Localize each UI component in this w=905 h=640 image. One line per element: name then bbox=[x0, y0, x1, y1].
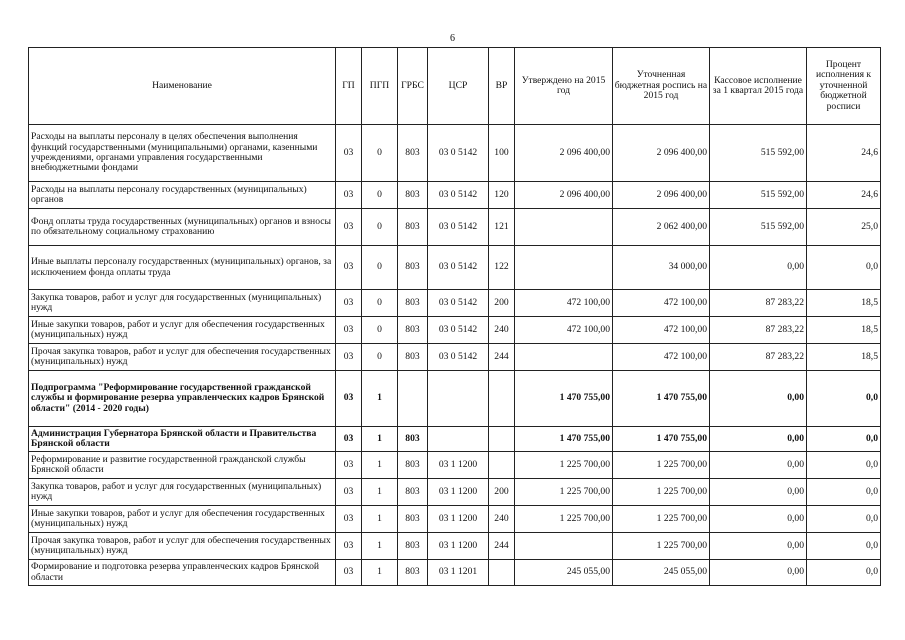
col-header-grbs: ГРБС bbox=[398, 48, 428, 125]
cell-approved: 1 470 755,00 bbox=[515, 371, 613, 427]
cell-refined: 472 100,00 bbox=[613, 344, 710, 371]
cell-csr: 03 0 5142 bbox=[428, 125, 489, 182]
cell-refined: 34 000,00 bbox=[613, 246, 710, 290]
col-header-vr: ВР bbox=[489, 48, 515, 125]
cell-gp: 03 bbox=[336, 209, 362, 246]
table-row bbox=[29, 533, 881, 560]
cell-grbs: 803 bbox=[398, 317, 428, 344]
cell-vr bbox=[489, 371, 515, 427]
cell-pgp: 0 bbox=[362, 209, 398, 246]
cell-vr: 100 bbox=[489, 125, 515, 182]
cell-gp: 03 bbox=[336, 452, 362, 479]
cell-refined: 472 100,00 bbox=[613, 290, 710, 317]
cell-csr: 03 0 5142 bbox=[428, 344, 489, 371]
cell-name: Прочая закупка товаров, работ и услуг для обеспечения государственных (муниципальных) нужд bbox=[29, 344, 336, 371]
cell-percent: 0,0 bbox=[807, 560, 881, 586]
page-number: 6 bbox=[450, 33, 455, 44]
cell-grbs: 803 bbox=[398, 182, 428, 209]
cell-vr bbox=[489, 452, 515, 479]
cell-percent: 18,5 bbox=[807, 344, 881, 371]
cell-cash: 515 592,00 bbox=[710, 209, 807, 246]
cell-pgp: 1 bbox=[362, 452, 398, 479]
cell-cash: 0,00 bbox=[710, 371, 807, 427]
cell-vr: 240 bbox=[489, 317, 515, 344]
cell-percent: 18,5 bbox=[807, 317, 881, 344]
cell-csr: 03 0 5142 bbox=[428, 317, 489, 344]
table-row bbox=[29, 344, 881, 371]
cell-name: Формирование и подготовка резерва управленческих кадров Брянской области bbox=[29, 560, 336, 586]
table-row bbox=[29, 479, 881, 506]
cell-name: Закупка товаров, работ и услуг для государственных (муниципальных) нужд bbox=[29, 290, 336, 317]
cell-refined: 1 470 755,00 bbox=[613, 427, 710, 452]
cell-approved bbox=[515, 533, 613, 560]
cell-refined: 1 225 700,00 bbox=[613, 506, 710, 533]
cell-grbs bbox=[398, 371, 428, 427]
cell-grbs: 803 bbox=[398, 290, 428, 317]
cell-csr: 03 0 5142 bbox=[428, 209, 489, 246]
cell-pgp: 1 bbox=[362, 560, 398, 586]
table-row bbox=[29, 371, 881, 427]
cell-percent: 0,0 bbox=[807, 246, 881, 290]
cell-cash: 87 283,22 bbox=[710, 317, 807, 344]
cell-name: Реформирование и развитие государственной гражданской службы Брянской области bbox=[29, 452, 336, 479]
cell-approved: 1 470 755,00 bbox=[515, 427, 613, 452]
cell-approved bbox=[515, 209, 613, 246]
cell-gp: 03 bbox=[336, 533, 362, 560]
cell-refined: 1 225 700,00 bbox=[613, 533, 710, 560]
cell-gp: 03 bbox=[336, 506, 362, 533]
cell-refined: 2 096 400,00 bbox=[613, 125, 710, 182]
table-row bbox=[29, 290, 881, 317]
cell-percent: 0,0 bbox=[807, 371, 881, 427]
cell-vr: 244 bbox=[489, 344, 515, 371]
cell-grbs: 803 bbox=[398, 427, 428, 452]
cell-percent: 0,0 bbox=[807, 479, 881, 506]
cell-percent: 0,0 bbox=[807, 452, 881, 479]
cell-cash: 0,00 bbox=[710, 560, 807, 586]
cell-name: Закупка товаров, работ и услуг для государственных (муниципальных) нужд bbox=[29, 479, 336, 506]
cell-name: Фонд оплаты труда государственных (муниципальных) органов и взносы по обязательному социальному страхованию bbox=[29, 209, 336, 246]
cell-grbs: 803 bbox=[398, 246, 428, 290]
cell-percent: 25,0 bbox=[807, 209, 881, 246]
cell-name: Подпрограмма "Реформирование государственной гражданской службы и формирование резерва управленческих кадров Брянской области" (2014 - 2020 годы) bbox=[29, 371, 336, 427]
cell-cash: 515 592,00 bbox=[710, 125, 807, 182]
table-row bbox=[29, 125, 881, 182]
cell-cash: 0,00 bbox=[710, 246, 807, 290]
budget-table bbox=[28, 47, 881, 586]
cell-pgp: 1 bbox=[362, 371, 398, 427]
cell-pgp: 0 bbox=[362, 290, 398, 317]
cell-vr: 200 bbox=[489, 290, 515, 317]
cell-gp: 03 bbox=[336, 125, 362, 182]
cell-csr: 03 1 1200 bbox=[428, 533, 489, 560]
col-header-cash: Кассовое исполнение за 1 квартал 2015 года bbox=[710, 48, 807, 125]
cell-vr: 122 bbox=[489, 246, 515, 290]
cell-gp: 03 bbox=[336, 427, 362, 452]
cell-name: Администрация Губернатора Брянской области и Правительства Брянской области bbox=[29, 427, 336, 452]
cell-approved: 472 100,00 bbox=[515, 290, 613, 317]
cell-csr: 03 1 1200 bbox=[428, 479, 489, 506]
cell-name: Расходы на выплаты персоналу в целях обеспечения выполнения функций государственными (муниципальными) органами, казенными учреждениями, органами управления государственными внебюджетными фондами bbox=[29, 125, 336, 182]
cell-grbs: 803 bbox=[398, 479, 428, 506]
cell-cash: 87 283,22 bbox=[710, 344, 807, 371]
cell-cash: 0,00 bbox=[710, 533, 807, 560]
cell-vr: 120 bbox=[489, 182, 515, 209]
cell-grbs: 803 bbox=[398, 452, 428, 479]
col-header-percent: Процент исполнения к уточненной бюджетной росписи bbox=[807, 48, 881, 125]
cell-grbs: 803 bbox=[398, 344, 428, 371]
cell-percent: 24,6 bbox=[807, 125, 881, 182]
cell-refined: 2 062 400,00 bbox=[613, 209, 710, 246]
cell-name: Иные закупки товаров, работ и услуг для обеспечения государственных (муниципальных) нужд bbox=[29, 506, 336, 533]
table-row bbox=[29, 506, 881, 533]
cell-grbs: 803 bbox=[398, 533, 428, 560]
col-header-gp: ГП bbox=[336, 48, 362, 125]
cell-vr: 121 bbox=[489, 209, 515, 246]
cell-refined: 1 225 700,00 bbox=[613, 479, 710, 506]
cell-gp: 03 bbox=[336, 560, 362, 586]
cell-name: Прочая закупка товаров, работ и услуг для обеспечения государственных (муниципальных) нужд bbox=[29, 533, 336, 560]
cell-csr: 03 0 5142 bbox=[428, 290, 489, 317]
cell-csr bbox=[428, 371, 489, 427]
cell-name: Иные выплаты персоналу государственных (муниципальных) органов, за исключением фонда оплаты труда bbox=[29, 246, 336, 290]
cell-percent: 0,0 bbox=[807, 533, 881, 560]
cell-grbs: 803 bbox=[398, 209, 428, 246]
table-row bbox=[29, 427, 881, 452]
cell-percent: 18,5 bbox=[807, 290, 881, 317]
cell-gp: 03 bbox=[336, 479, 362, 506]
cell-vr bbox=[489, 560, 515, 586]
cell-cash: 0,00 bbox=[710, 452, 807, 479]
table-row bbox=[29, 182, 881, 209]
cell-cash: 0,00 bbox=[710, 479, 807, 506]
cell-refined: 1 470 755,00 bbox=[613, 371, 710, 427]
cell-csr: 03 1 1201 bbox=[428, 560, 489, 586]
cell-pgp: 1 bbox=[362, 533, 398, 560]
cell-vr: 244 bbox=[489, 533, 515, 560]
cell-pgp: 1 bbox=[362, 427, 398, 452]
cell-pgp: 0 bbox=[362, 125, 398, 182]
cell-vr: 200 bbox=[489, 479, 515, 506]
cell-approved: 472 100,00 bbox=[515, 317, 613, 344]
cell-csr: 03 1 1200 bbox=[428, 452, 489, 479]
table-row bbox=[29, 209, 881, 246]
col-header-pgp: ПГП bbox=[362, 48, 398, 125]
cell-cash: 0,00 bbox=[710, 506, 807, 533]
cell-pgp: 1 bbox=[362, 479, 398, 506]
cell-gp: 03 bbox=[336, 246, 362, 290]
cell-gp: 03 bbox=[336, 182, 362, 209]
cell-name: Иные закупки товаров, работ и услуг для обеспечения государственных (муниципальных) нужд bbox=[29, 317, 336, 344]
cell-pgp: 0 bbox=[362, 344, 398, 371]
cell-vr bbox=[489, 427, 515, 452]
cell-approved: 1 225 700,00 bbox=[515, 506, 613, 533]
cell-percent: 0,0 bbox=[807, 427, 881, 452]
cell-grbs: 803 bbox=[398, 125, 428, 182]
cell-refined: 2 096 400,00 bbox=[613, 182, 710, 209]
cell-gp: 03 bbox=[336, 317, 362, 344]
cell-refined: 472 100,00 bbox=[613, 317, 710, 344]
cell-percent: 0,0 bbox=[807, 506, 881, 533]
table-row bbox=[29, 246, 881, 290]
cell-csr bbox=[428, 427, 489, 452]
cell-pgp: 1 bbox=[362, 506, 398, 533]
cell-vr: 240 bbox=[489, 506, 515, 533]
col-header-name: Наименование bbox=[29, 48, 336, 125]
table-row bbox=[29, 560, 881, 586]
table-row bbox=[29, 452, 881, 479]
cell-approved: 2 096 400,00 bbox=[515, 182, 613, 209]
col-header-approved: Утверждено на 2015 год bbox=[515, 48, 613, 125]
cell-pgp: 0 bbox=[362, 246, 398, 290]
cell-name: Расходы на выплаты персоналу государственных (муниципальных) органов bbox=[29, 182, 336, 209]
cell-gp: 03 bbox=[336, 371, 362, 427]
header-row bbox=[29, 48, 881, 125]
cell-cash: 515 592,00 bbox=[710, 182, 807, 209]
table-row bbox=[29, 317, 881, 344]
cell-gp: 03 bbox=[336, 344, 362, 371]
cell-cash: 0,00 bbox=[710, 427, 807, 452]
cell-approved: 245 055,00 bbox=[515, 560, 613, 586]
col-header-csr: ЦСР bbox=[428, 48, 489, 125]
cell-percent: 24,6 bbox=[807, 182, 881, 209]
cell-pgp: 0 bbox=[362, 182, 398, 209]
cell-csr: 03 1 1200 bbox=[428, 506, 489, 533]
cell-approved bbox=[515, 246, 613, 290]
cell-csr: 03 0 5142 bbox=[428, 246, 489, 290]
cell-pgp: 0 bbox=[362, 317, 398, 344]
cell-grbs: 803 bbox=[398, 560, 428, 586]
cell-approved: 2 096 400,00 bbox=[515, 125, 613, 182]
cell-grbs: 803 bbox=[398, 506, 428, 533]
cell-csr: 03 0 5142 bbox=[428, 182, 489, 209]
cell-refined: 245 055,00 bbox=[613, 560, 710, 586]
cell-approved bbox=[515, 344, 613, 371]
cell-approved: 1 225 700,00 bbox=[515, 452, 613, 479]
cell-approved: 1 225 700,00 bbox=[515, 479, 613, 506]
col-header-refined: Уточненная бюджетная роспись на 2015 год bbox=[613, 48, 710, 125]
cell-gp: 03 bbox=[336, 290, 362, 317]
cell-refined: 1 225 700,00 bbox=[613, 452, 710, 479]
cell-cash: 87 283,22 bbox=[710, 290, 807, 317]
